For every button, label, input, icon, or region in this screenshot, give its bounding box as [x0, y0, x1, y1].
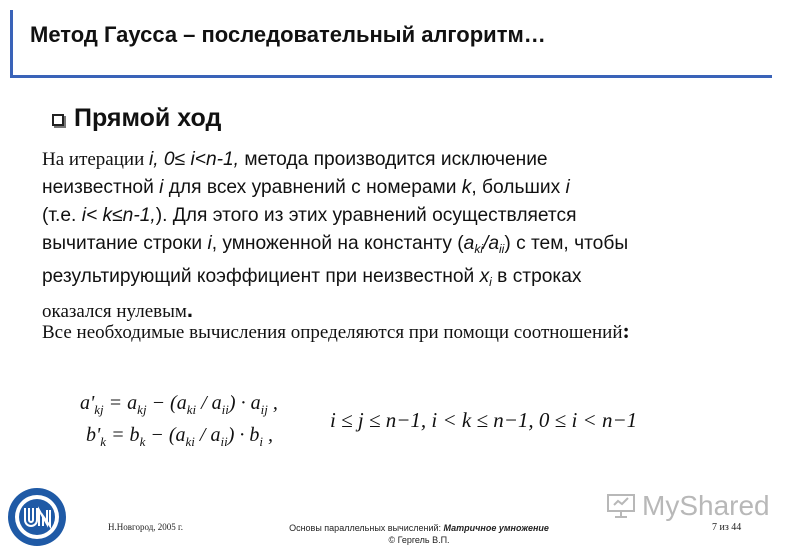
formula-b: [86, 424, 273, 450]
watermark: [606, 490, 770, 522]
para-text: для всех уравнений с номерами: [163, 177, 462, 198]
presentation-icon: [606, 493, 636, 519]
formula-term: / a: [196, 392, 222, 414]
para-text: неизвестной: [42, 177, 160, 198]
para-subscript: ii: [499, 242, 505, 256]
formula-subscript: ii: [220, 434, 228, 449]
para-text: ). Для этого из этих уравнений осуществляется: [155, 205, 577, 226]
formula-term: ) · b: [227, 424, 260, 446]
footer-topic: Матричное умножение: [443, 523, 549, 533]
formulas-intro: [42, 318, 762, 346]
para-text: a: [463, 233, 475, 254]
para-subscript: i: [489, 275, 492, 289]
formula-term: a': [80, 392, 95, 414]
footer-author: © Гергель В.П.: [388, 535, 450, 545]
para-text: , умноженной на константу (: [211, 233, 464, 254]
para-text: i: [565, 177, 570, 198]
formula-term: b': [86, 424, 101, 446]
formula-subscript: kj: [137, 402, 147, 417]
para-text: .: [186, 297, 194, 322]
formula-conditions: i ≤ j ≤ n−1, i < k ≤ n−1, 0 ≤ i < n−1: [330, 408, 638, 432]
formula-term: = a: [103, 392, 138, 414]
formula-subscript: ki: [185, 434, 195, 449]
footer-location: Н.Новгород, 2005 г.: [108, 522, 183, 532]
formula-term: ,: [262, 424, 273, 446]
para-text: метода производится исключение: [239, 149, 548, 170]
para-text: i<n-1,: [190, 149, 240, 170]
para-text: результирующий коэффициент при неизвестной: [42, 266, 480, 287]
para-text: i: [159, 177, 164, 198]
watermark-text: MyShared: [642, 490, 770, 521]
formula-term: = b: [106, 424, 140, 446]
para-text: x: [479, 266, 490, 287]
para-text: вычитание строки: [42, 233, 208, 254]
para-text: На итерации: [42, 149, 149, 170]
para-text: в строках: [491, 266, 582, 287]
para-subscript: ki: [474, 242, 483, 256]
bullet-item: [52, 104, 221, 133]
footer-course-name: Основы параллельных вычислений:: [289, 523, 444, 533]
formula-subscript: ki: [186, 402, 197, 417]
formula-term: / a: [194, 424, 221, 446]
formula-subscript: kj: [94, 402, 104, 417]
formula-term: ,: [267, 392, 278, 414]
intro-colon: :: [622, 318, 630, 343]
square-bullet-icon: [52, 114, 64, 126]
formula-term: − (a: [146, 392, 187, 414]
formula-subscript: ij: [260, 402, 268, 417]
bullet-label: Прямой ход: [74, 104, 222, 132]
para-text: i: [207, 233, 212, 254]
formula-subscript: k: [139, 434, 146, 449]
para-text: /a: [482, 233, 499, 254]
para-text: ) с тем, чтобы: [504, 233, 629, 254]
footer-course: [254, 522, 584, 546]
intro-text: Все необходимые вычисления определяются при помощи соотношений: [42, 322, 623, 343]
para-text: i< k: [81, 205, 113, 226]
formula-subscript: k: [100, 434, 107, 449]
para-text: оказался нулевым: [42, 301, 187, 322]
para-text: , больших: [471, 177, 566, 198]
formula-a: [80, 392, 278, 418]
formula-term: ) · a: [228, 392, 261, 414]
para-text: (т.е.: [42, 205, 82, 226]
formula-subscript: i: [259, 434, 263, 449]
slide-title: Метод Гаусса – последовательный алгоритм…: [30, 22, 546, 47]
para-text: n-1,: [122, 205, 156, 226]
formula-subscript: ii: [221, 402, 229, 417]
formula-term: − (a: [145, 424, 186, 446]
para-text: ≤: [112, 205, 123, 226]
body-paragraph: [42, 146, 752, 326]
unn-logo-icon: [6, 486, 68, 548]
para-text: ≤: [174, 149, 191, 170]
page-number: 7 из 44: [712, 522, 742, 533]
para-text: i, 0: [149, 149, 175, 170]
para-text: k: [461, 177, 472, 198]
